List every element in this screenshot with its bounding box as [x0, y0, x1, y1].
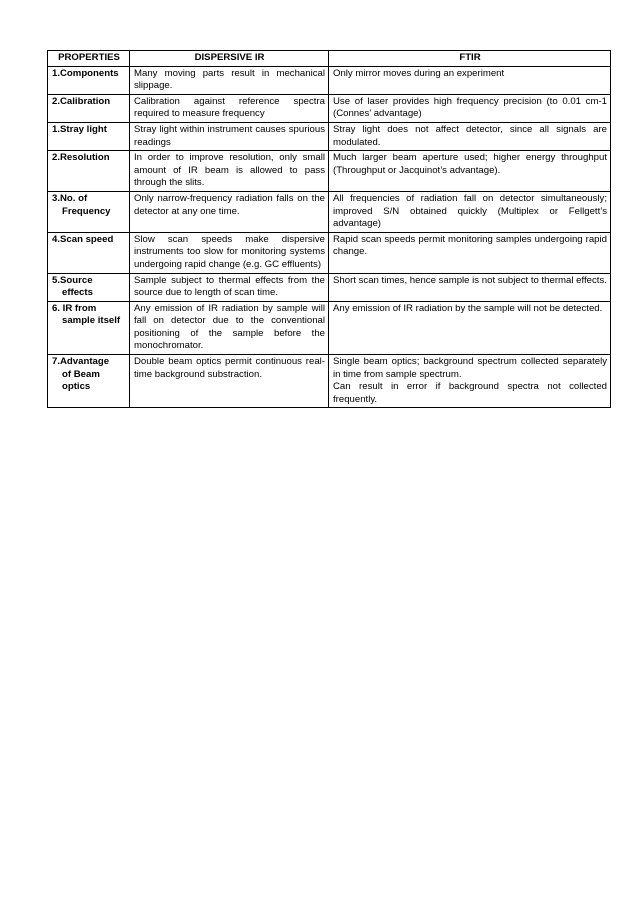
property-cell: [48, 232, 130, 273]
dispersive-ir-text: Calibration against reference spectra required to measure frequency: [134, 95, 325, 120]
dispersive-ir-text: Stray light within instrument causes spurious readings: [134, 123, 325, 148]
dispersive-ir-cell: [130, 273, 329, 301]
header-dispersive-ir: DISPERSIVE IR: [130, 51, 329, 67]
dispersive-ir-text: Many moving parts result in mechanical slippage.: [134, 67, 325, 92]
dispersive-ir-text: Sample subject to thermal effects from the source due to length of scan time.: [134, 274, 325, 299]
table-body: [48, 66, 611, 408]
table-row: [48, 191, 611, 232]
dispersive-ir-cell: [130, 66, 329, 94]
property-cell: [48, 151, 130, 192]
table-header-row: [48, 51, 611, 67]
ftir-text: Only mirror moves during an experiment: [333, 67, 505, 79]
property-cell: [48, 191, 130, 232]
ftir-cell: [329, 232, 611, 273]
ftir-cell: [329, 151, 611, 192]
ftir-text: Stray light does not affect detector, since all signals are modulated.: [333, 123, 607, 148]
ftir-text: Rapid scan speeds permit monitoring samples undergoing rapid change.: [333, 233, 607, 258]
property-cell: [48, 94, 130, 122]
ftir-text: Can result in error if background spectra not collected frequently.: [333, 381, 607, 405]
dispersive-ir-text: Only narrow-frequency radiation falls on the detector at any one time.: [134, 192, 325, 217]
property-cell: [48, 122, 130, 150]
property-label: effects: [62, 287, 93, 299]
header-ftir: FTIR: [329, 51, 611, 67]
ftir-cell: [329, 122, 611, 150]
property-cell: [48, 301, 130, 354]
property-label: 6. IR from: [52, 302, 97, 314]
property-label: 3.No. of: [52, 192, 88, 204]
property-label: 2.Calibration: [52, 95, 111, 107]
table-row: [48, 301, 611, 354]
dispersive-ir-cell: [130, 191, 329, 232]
property-label: 2.Resolution: [52, 152, 110, 164]
ftir-cell: [329, 94, 611, 122]
table-row: [48, 273, 611, 301]
property-cell: [48, 355, 130, 408]
dispersive-ir-text: Double beam optics permit continuous real-time background substraction.: [134, 356, 325, 380]
dispersive-ir-text: In order to improve resolution, only small amount of IR beam is allowed to pass through the slits.: [134, 152, 325, 189]
ftir-text: All frequencies of radiation fall on detector simultaneously; improved S/N obtained quickly (Multiplex or Fellgett’s advantage): [333, 192, 607, 230]
dispersive-ir-cell: [130, 122, 329, 150]
comparison-table: [47, 50, 611, 408]
ftir-cell: [329, 301, 611, 354]
dispersive-ir-text: Any emission of IR radiation by sample will fall on detector due to the conventional positioning of the sample before the monochromator.: [134, 302, 325, 352]
header-properties: PROPERTIES: [48, 51, 130, 67]
ftir-cell: [329, 355, 611, 408]
dispersive-ir-cell: [130, 94, 329, 122]
ftir-cell: [329, 273, 611, 301]
property-label: optics: [62, 381, 91, 393]
property-cell: [48, 273, 130, 301]
table-row: [48, 122, 611, 150]
property-label: 7.Advantage: [52, 356, 110, 368]
property-cell: [48, 66, 130, 94]
dispersive-ir-cell: [130, 151, 329, 192]
ftir-text: Short scan times, hence sample is not subject to thermal effects.: [333, 274, 607, 286]
property-label: of Beam: [62, 368, 100, 380]
table-row: [48, 66, 611, 94]
dispersive-ir-cell: [130, 301, 329, 354]
dispersive-ir-cell: [130, 355, 329, 408]
table-row: [48, 151, 611, 192]
property-label: 1.Components: [52, 67, 119, 79]
property-label: Frequency: [62, 205, 111, 217]
dispersive-ir-text: Slow scan speeds make dispersive instruments too slow for monitoring systems undergoing rapid change (e.g. GC effluents): [134, 233, 325, 270]
dispersive-ir-cell: [130, 232, 329, 273]
document-page: [47, 50, 610, 408]
ftir-cell: [329, 66, 611, 94]
ftir-text: Single beam optics; background spectrum collected separately in time from sample spectrum.: [333, 356, 607, 380]
property-label: 1.Stray light: [52, 123, 107, 135]
property-label: sample itself: [62, 315, 121, 327]
property-label: 5.Source: [52, 274, 93, 286]
table-row: [48, 232, 611, 273]
ftir-text: Much larger beam aperture used; higher energy throughput (Throughput or Jacquinot’s advantage).: [333, 152, 607, 176]
table-row: [48, 94, 611, 122]
ftir-text: Use of laser provides high frequency precision (to 0.01 cm-1 (Connes’ advantage): [333, 95, 607, 120]
ftir-text: Any emission of IR radiation by the sample will not be detected.: [333, 302, 603, 314]
property-label: 4.Scan speed: [52, 233, 114, 245]
ftir-cell: [329, 191, 611, 232]
table-row: [48, 355, 611, 408]
